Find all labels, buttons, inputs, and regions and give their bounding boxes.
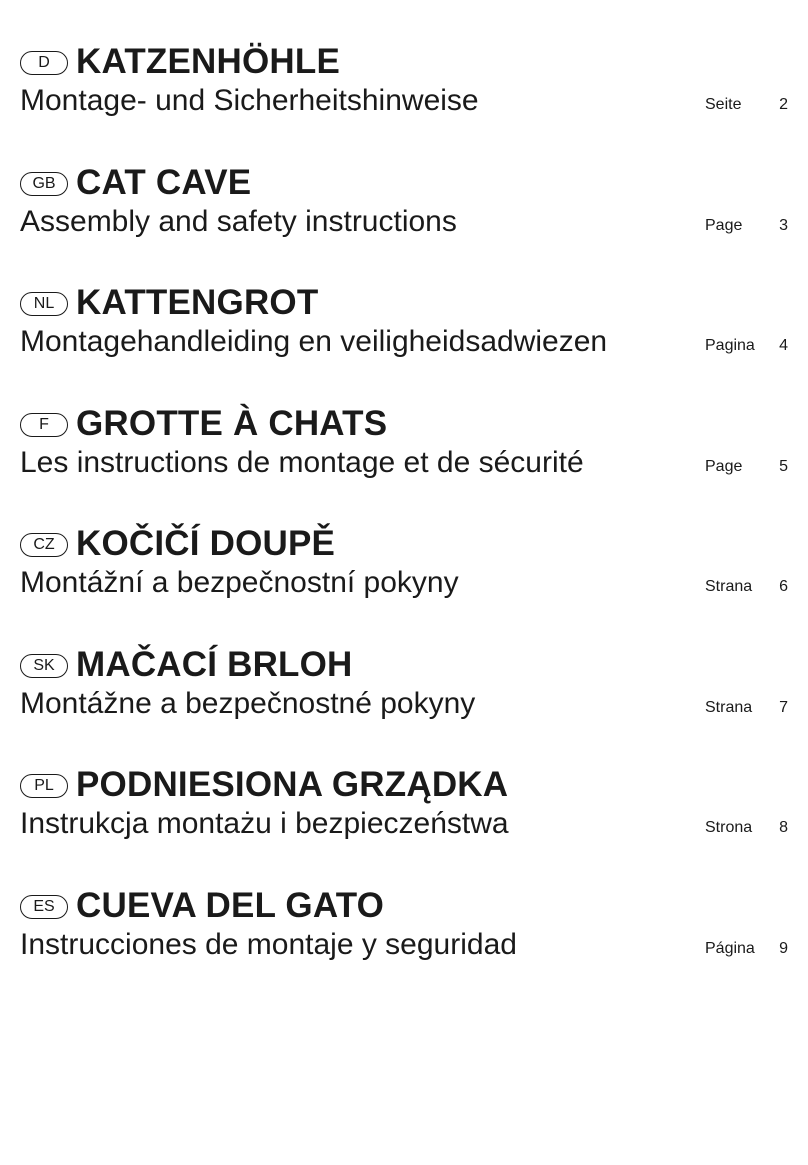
table-of-contents — [20, 40, 790, 1004]
page-label: Pagina — [705, 337, 755, 354]
language-badge: ES — [20, 895, 68, 919]
page-label: Strona — [705, 819, 753, 836]
language-badge: D — [20, 51, 68, 75]
page-number: 6 — [779, 578, 788, 595]
toc-entry-cz — [20, 522, 790, 643]
page-number: 9 — [779, 939, 788, 957]
page-number: 8 — [779, 819, 788, 836]
toc-entry-es — [20, 884, 790, 1005]
section-subtitle: Montážne a bezpečnostné pokyny — [20, 686, 476, 720]
page-number: 5 — [779, 457, 788, 475]
page-number: 3 — [779, 216, 788, 234]
page-label: Seite — [705, 96, 742, 113]
section-subtitle: Les instructions de montage et de sécurité — [20, 445, 584, 479]
product-title: KATTENGROT — [76, 283, 319, 322]
language-badge: GB — [20, 172, 68, 196]
page-number: 7 — [779, 698, 788, 716]
page-number: 2 — [779, 96, 788, 113]
toc-entry-gb — [20, 161, 790, 282]
section-subtitle: Montagehandleiding en veiligheidsadwiezen — [20, 325, 608, 358]
product-title: KOČIČÍ DOUPĚ — [76, 524, 336, 563]
toc-entry-f — [20, 402, 790, 523]
toc-entry-pl — [20, 763, 790, 884]
section-subtitle: Instrukcja montażu i bezpieczeństwa — [20, 807, 509, 840]
toc-entry-sk — [20, 643, 790, 764]
section-subtitle: Instrucciones de montaje y seguridad — [20, 927, 517, 961]
product-title: KATZENHÖHLE — [76, 42, 341, 81]
product-title: GROTTE À CHATS — [76, 403, 388, 443]
language-badge: F — [20, 413, 68, 437]
language-badge: NL — [20, 292, 68, 316]
page-label: Página — [705, 939, 755, 957]
section-subtitle: Montážní a bezpečnostní pokyny — [20, 566, 459, 599]
language-badge: SK — [20, 654, 68, 678]
page-label: Strana — [705, 578, 753, 595]
page-label: Page — [705, 457, 743, 475]
product-title: PODNIESIONA GRZĄDKA — [76, 765, 509, 804]
language-badge: CZ — [20, 533, 68, 557]
product-title: CAT CAVE — [76, 162, 252, 202]
language-badge: PL — [20, 774, 68, 798]
product-title: MAČACÍ BRLOH — [76, 644, 353, 684]
toc-entry-de — [20, 40, 790, 161]
page-label: Page — [705, 216, 743, 234]
section-subtitle: Assembly and safety instructions — [20, 204, 457, 238]
page-label: Strana — [705, 698, 753, 716]
toc-entry-nl — [20, 281, 790, 402]
section-subtitle: Montage- und Sicherheitshinweise — [20, 84, 479, 117]
page-number: 4 — [779, 337, 788, 354]
product-title: CUEVA DEL GATO — [76, 885, 385, 925]
